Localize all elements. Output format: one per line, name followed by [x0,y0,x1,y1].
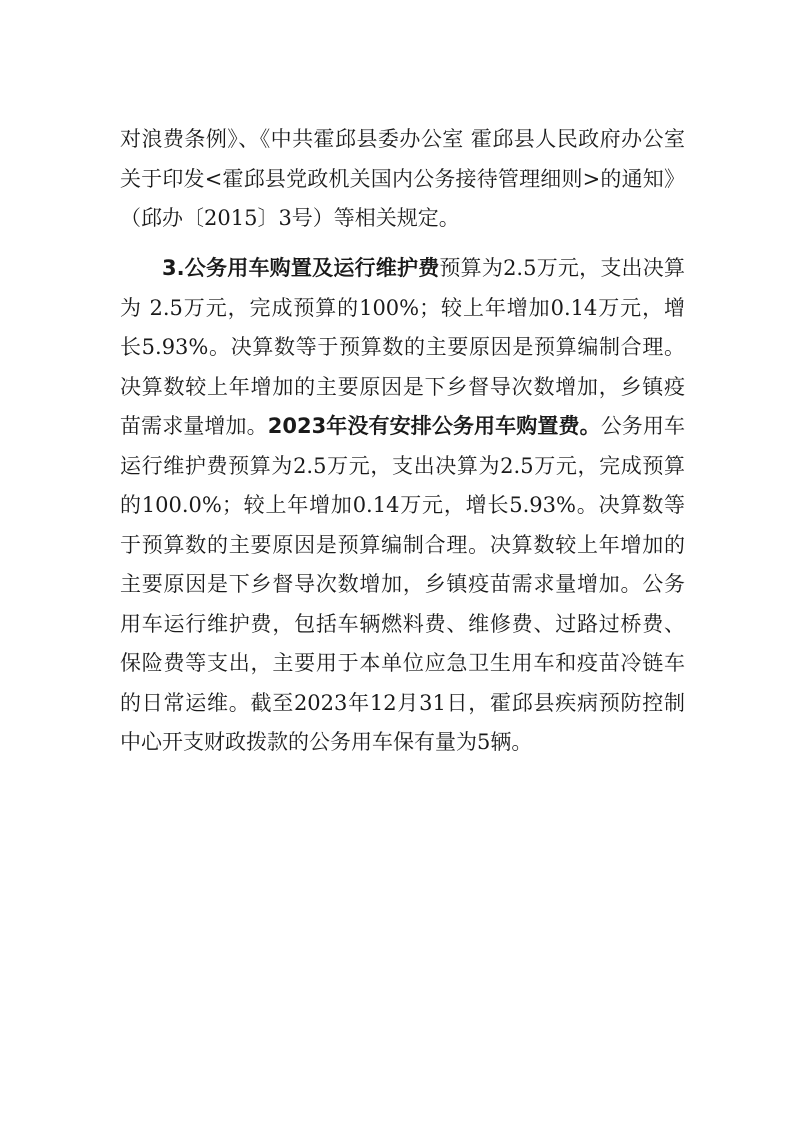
section-heading: 3.公务用车购置及运行维护费 [162,256,440,280]
bold-sentence: 2023年没有安排公务用车购置费。 [267,414,601,438]
paragraph-vehicle-expenses [120,249,685,763]
paragraph-regulations [120,120,685,239]
paragraph-text: 对浪费条例》、《中共霍邱县委办公室 霍邱县人民政府办公室关于印发<霍邱县党政机关国内公务接待管理细则>的通知》（邱办〔2015〕3号）等相关规定。 [120,127,685,230]
paragraph-text: 公务用车运行维护费预算为2.5万元，支出决算为2.5万元，完成预算的100.0%；较上年增加0.14万元，增长5.93%。决算数等于预算数的主要原因是预算编制合理。决算数较上年增加的主要原因是下乡督导次数增加，乡镇疫苗需求量增加。公务用车运行维护费，包括车辆燃料费、维修费、过路过桥费、保险费等支出，主要用于本单位应急卫生用车和疫苗冷链车的日常运维。截至2023年12月31日，霍邱县疾病预防控制中心开支财政拨款的公务用车保有量为5辆。 [120,414,686,754]
paragraph-text: 预算为2.5万元，支出决算为 2.5万元，完成预算的100%；较上年增加0.14万元，增长5.93%。决算数等于预算数的主要原因是预算编制合理。决算数较上年增加的主要原因是下乡督导次数增加，乡镇疫苗需求量增加。 [120,256,685,438]
